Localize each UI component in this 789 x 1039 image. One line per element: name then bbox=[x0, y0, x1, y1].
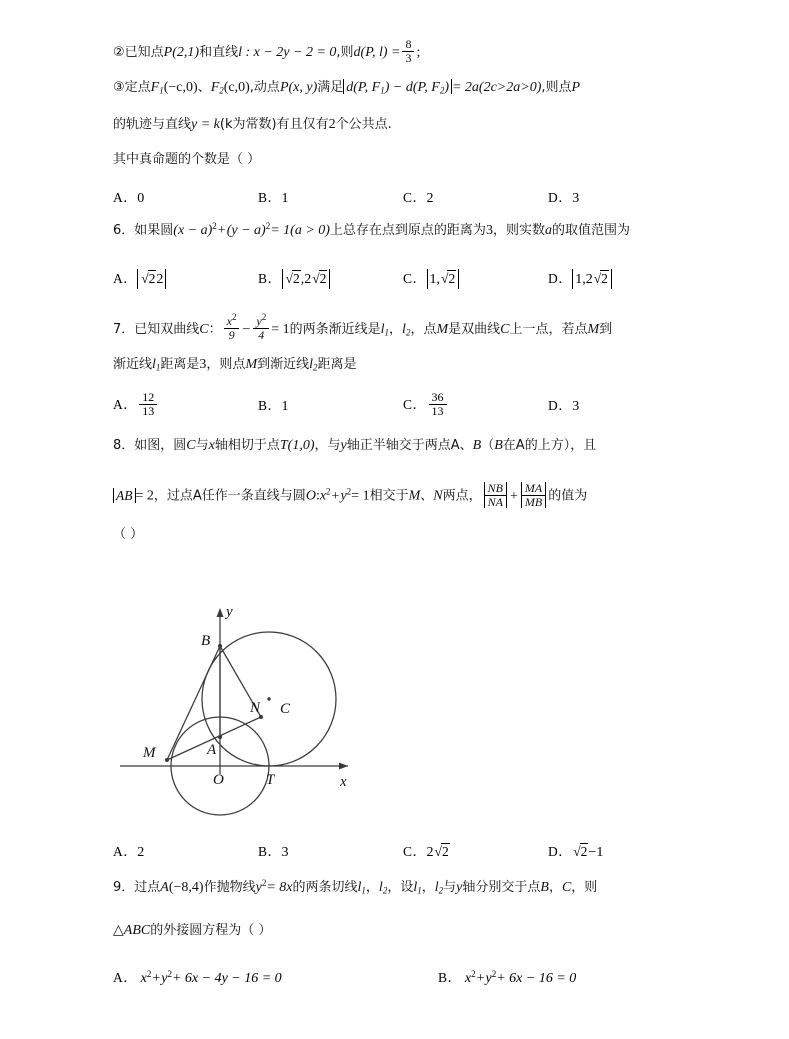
prop-3-marker: ③ bbox=[113, 80, 125, 95]
q8-mid8: 相交于 bbox=[369, 488, 409, 504]
q9-l2-sub: 2 bbox=[382, 885, 388, 896]
q8-frac1-den: NA bbox=[484, 496, 507, 509]
q7-line2-tail: 距离是 bbox=[317, 357, 357, 372]
prop-3-line2-paren: (k为常数) bbox=[219, 117, 277, 132]
q9-number: 9． bbox=[113, 879, 135, 895]
q9-mid6: ，则 bbox=[571, 879, 598, 895]
q7-option-c-fraction bbox=[429, 391, 447, 417]
q6-option-c-left: 1 bbox=[429, 272, 437, 287]
q8-mid2: 轴相切于点 bbox=[214, 438, 280, 453]
q5-option-a-value: 0 bbox=[137, 191, 145, 206]
q8-oeq-x: x bbox=[319, 488, 327, 504]
q8-yvar: y bbox=[340, 438, 347, 453]
q8-oeq-y: y bbox=[340, 488, 347, 504]
q7-option-a-den: 13 bbox=[142, 403, 155, 418]
q9-option-b-label: B． bbox=[438, 970, 462, 985]
sqrt-icon: √2 bbox=[312, 271, 327, 286]
q8-option-b-label: B． bbox=[258, 844, 282, 859]
q9-option-b[interactable]: B． $x^2+y^2+ 6x - 16 = 0$ bbox=[438, 969, 577, 986]
q6-option-a-left-radicand: 2 bbox=[148, 271, 156, 286]
q7-line2-m: M bbox=[245, 357, 258, 372]
q8-mid7: ，过点A任作一条直线与圆 bbox=[153, 488, 306, 504]
q7-frac1-num: $x^2$ bbox=[224, 313, 240, 329]
q7-number: 7． bbox=[113, 322, 135, 338]
prop-3-f2-sub: 2 bbox=[219, 85, 224, 96]
figure-label-x: x bbox=[340, 774, 347, 790]
prop-3-f1: F bbox=[150, 80, 160, 95]
statement-prop-3-line2 bbox=[113, 117, 713, 153]
q9-yvar: y bbox=[255, 879, 262, 895]
q5-option-d-label: D． bbox=[548, 190, 573, 205]
q7-mid: 的两条渐近线是 bbox=[289, 322, 381, 338]
q7-option-d-label: D． bbox=[548, 398, 573, 413]
prop-2-frac-denominator: 3 bbox=[405, 50, 412, 65]
prop-3-line2-end: 个公共点. bbox=[335, 117, 392, 132]
q7-frac2-den: 4 bbox=[258, 327, 265, 342]
q6-avar: a bbox=[544, 222, 552, 238]
q6-mid: 上总存在点到原点的距离为 bbox=[329, 222, 486, 238]
q7-lead: 已知双曲线 bbox=[134, 322, 200, 338]
prop-3-line2-eq: y = k bbox=[191, 117, 220, 132]
q9-comma2: ， bbox=[421, 879, 435, 895]
q8-option-d-label: D． bbox=[548, 844, 573, 859]
prop-3-line2-tail: 有且仅有 bbox=[276, 117, 329, 132]
q9-option-a-xsup: 2 bbox=[146, 969, 152, 980]
q5-option-b-value: 1 bbox=[281, 191, 289, 206]
q8-fraction-2 bbox=[521, 482, 546, 508]
prop-3-line2-count: 2 bbox=[328, 117, 336, 132]
q9-ysup: 2 bbox=[261, 878, 267, 888]
prop-3-sep: 、 bbox=[197, 80, 211, 95]
q9-option-b-xsup: 2 bbox=[471, 969, 476, 980]
q7-option-d[interactable] bbox=[548, 394, 579, 415]
document-content bbox=[113, 38, 713, 570]
q8-mid3: ，与 bbox=[314, 438, 341, 453]
q8-bvar: B bbox=[472, 438, 482, 453]
q5-option-c-label: C． bbox=[403, 190, 427, 205]
prop-3-pvar: P bbox=[571, 80, 581, 95]
q7-mid5: 到 bbox=[599, 322, 613, 338]
prop-2-dist: d(P, l) = bbox=[353, 45, 401, 61]
q8-option-d[interactable] bbox=[548, 840, 603, 861]
q8-stem-line2 bbox=[113, 482, 713, 528]
q9-mid2: 的两条切线 bbox=[292, 879, 358, 895]
q8-option-b-value: 3 bbox=[281, 845, 289, 860]
q5-option-b-label: B． bbox=[258, 190, 282, 205]
q6-eq-sup1: 2 bbox=[212, 221, 217, 231]
q7-options-row bbox=[113, 390, 713, 438]
figure-label-O: O bbox=[213, 772, 224, 788]
q7-mid4: 上一点，若点 bbox=[509, 322, 588, 338]
prop-2-point: P(2,1) bbox=[163, 45, 200, 61]
prop-3-satisfy: 满足 bbox=[317, 80, 344, 95]
q9-option-a[interactable]: A． $x^2+y^2+ 6x - 4y - 16 = 0$ bbox=[113, 969, 282, 986]
q9-mid3: ，设 bbox=[387, 879, 414, 895]
figure-label-N: N bbox=[250, 700, 261, 716]
q9-stem-line1 bbox=[113, 879, 733, 923]
q6-tail: 的取值范围为 bbox=[551, 222, 630, 238]
figure-label-B: B bbox=[201, 633, 211, 649]
q8-frac2-num: MA bbox=[521, 482, 546, 496]
prop-3-expr-left: d(P, F bbox=[346, 80, 381, 95]
prop-3-movpt: P(x, y) bbox=[279, 80, 318, 95]
q9-lead: 过点 bbox=[134, 879, 161, 895]
q9-l1: l bbox=[357, 879, 362, 895]
prop-3-lead: 定点 bbox=[124, 80, 151, 95]
q7-option-b-value: 1 bbox=[281, 399, 289, 414]
q7-line2-l1-sub: 1 bbox=[155, 362, 161, 373]
q6-then: ，则实数 bbox=[492, 222, 545, 238]
q8-option-a-label: A． bbox=[113, 844, 138, 859]
statement-prop-3-line1 bbox=[113, 80, 713, 117]
q8-option-a[interactable] bbox=[113, 840, 144, 861]
q9-options-row bbox=[113, 966, 733, 1002]
q6-option-a-right: 2 bbox=[156, 272, 164, 287]
q6-option-b-interval: √2,2√2 bbox=[282, 269, 331, 289]
q7-option-a-num: 12 bbox=[139, 391, 157, 405]
prop-3-expr-sub2: 2 bbox=[439, 85, 445, 96]
q6-option-c-interval: 1,√2 bbox=[427, 269, 460, 289]
q8-option-c-coef: 2 bbox=[426, 845, 434, 860]
q6-eq-rest: = 1(a > 0) bbox=[270, 222, 330, 238]
prop-3-then: ,则点 bbox=[541, 80, 572, 95]
q8-number: 8． bbox=[113, 438, 135, 453]
q8-nvar: N bbox=[433, 488, 443, 504]
q7-option-a-fraction bbox=[139, 391, 157, 417]
q9-l2b-sub: 2 bbox=[438, 885, 444, 896]
prop-3-expr-mid: ) − d(P, F bbox=[384, 80, 440, 95]
q8-oeq-plus: + bbox=[331, 488, 340, 504]
q7-option-c-num: 36 bbox=[429, 391, 447, 405]
q9-option-a-rest: + 6x − 4y − 16 = 0 bbox=[171, 971, 282, 986]
q7-l1-sub: 1 bbox=[384, 327, 390, 338]
q7-stem-line2 bbox=[113, 357, 713, 394]
q8-cvar: C bbox=[186, 438, 196, 453]
q9-l2: l bbox=[378, 879, 383, 895]
q7-stem-line1 bbox=[113, 313, 713, 357]
prop-2-marker: ② bbox=[113, 45, 125, 61]
prop-2-mid: 和直线 bbox=[199, 45, 239, 61]
q8-options-row bbox=[113, 840, 713, 880]
q7-eq1: = 1 bbox=[271, 322, 290, 338]
q6-eq-part2: (y − a) bbox=[226, 222, 266, 238]
prop-2-line-eq: l : x − 2y − 2 = 0 bbox=[238, 45, 337, 61]
q7-cvar: C bbox=[199, 322, 209, 338]
q9-bvar: B bbox=[540, 879, 549, 895]
q9-l1-sub: 1 bbox=[361, 885, 366, 896]
q8-ovar: O bbox=[305, 488, 316, 504]
q8-ocolon: : bbox=[315, 488, 320, 504]
q7-option-a[interactable] bbox=[113, 391, 159, 417]
q6-option-b-label: B． bbox=[258, 271, 282, 286]
q8-option-c-label: C． bbox=[403, 844, 427, 859]
q8-option-c[interactable] bbox=[403, 840, 450, 861]
q5-stem-tail: 其中真命题的个数是（ ） bbox=[113, 152, 261, 167]
q7-comma: ， bbox=[389, 322, 403, 338]
q8-ab-eq: = 2 bbox=[135, 488, 154, 504]
q7-line2-mid2: ，则点 bbox=[206, 357, 246, 372]
q6-options-row bbox=[113, 265, 713, 313]
q8-oeq-sup1: 2 bbox=[326, 486, 331, 497]
q7-line2-l1: l bbox=[152, 357, 156, 372]
q7-option-c[interactable] bbox=[403, 391, 449, 417]
sqrt-icon: √2 bbox=[441, 271, 456, 286]
figure-label-C: C bbox=[280, 701, 291, 717]
prop-3-f2: F bbox=[210, 80, 220, 95]
q8-tail: 的值为 bbox=[548, 488, 588, 504]
q8-plus: + bbox=[509, 488, 518, 504]
figure-label-M: M bbox=[143, 745, 156, 761]
q8-lead: 如图，圆 bbox=[134, 438, 187, 453]
q8-stem-line1 bbox=[113, 438, 713, 482]
q9-yvar2: y bbox=[456, 879, 463, 895]
q8-option-d-suffix: −1 bbox=[588, 845, 604, 860]
prop-3-expr-right: ) bbox=[444, 80, 449, 95]
q7-l1: l bbox=[380, 322, 385, 338]
q8-oeq-sup2: 2 bbox=[346, 486, 352, 497]
sqrt-icon: √2 bbox=[573, 844, 588, 859]
q6-eq-sup2: 2 bbox=[265, 221, 271, 231]
q7-option-a-label: A． bbox=[113, 397, 138, 413]
q8-dun: 、 bbox=[420, 488, 434, 504]
q8-tpoint: T(1,0) bbox=[279, 438, 315, 453]
statement-prop-2 bbox=[113, 38, 713, 80]
q9-acoord: (−8,4) bbox=[168, 879, 204, 895]
q6-lead: 如果圆 bbox=[134, 222, 174, 238]
q6-stem bbox=[113, 222, 713, 265]
q8-bvar2: B bbox=[494, 438, 503, 453]
q9-option-a-ysup: 2 bbox=[167, 969, 172, 980]
sqrt-icon: √2 bbox=[593, 271, 608, 286]
q6-eq-part1: (x − a) bbox=[173, 222, 213, 238]
q7-fraction-1 bbox=[224, 313, 240, 341]
q7-l2: l bbox=[402, 322, 406, 338]
q6-option-a[interactable] bbox=[113, 267, 166, 289]
q7-option-c-label: C． bbox=[403, 397, 427, 413]
figure-label-y: y bbox=[226, 604, 233, 620]
q6-option-c[interactable] bbox=[403, 267, 459, 289]
q6-eq-plus: + bbox=[217, 222, 226, 238]
q7-l2-sub: 2 bbox=[405, 327, 411, 338]
q7-frac2-num: $y^2$ bbox=[253, 313, 269, 329]
q6-option-c-label: C． bbox=[403, 271, 427, 286]
q8-mid1: 与 bbox=[195, 438, 209, 453]
q8-mid6: 在A的上方），且 bbox=[502, 438, 597, 453]
q6-option-b[interactable] bbox=[258, 267, 330, 289]
q7-mvar: M bbox=[436, 322, 449, 338]
q5-option-a-label: A． bbox=[113, 190, 138, 205]
q6-option-d-left: 1 bbox=[575, 272, 583, 287]
q9-l2b: l bbox=[434, 879, 439, 895]
q7-fraction-2 bbox=[253, 313, 269, 341]
q8-mid9: 两点， bbox=[442, 488, 482, 504]
q5-option-c[interactable] bbox=[403, 186, 434, 207]
q9-eq: = 8x bbox=[266, 879, 293, 895]
q9-line2-tail: 的外接圆方程为（ ） bbox=[150, 923, 272, 938]
prop-2-frac-numerator: 8 bbox=[402, 38, 414, 52]
q9-cvar: C bbox=[561, 879, 572, 895]
prop-3-mid: ,动点 bbox=[249, 80, 280, 95]
sqrt-icon: √2 bbox=[285, 271, 300, 286]
prop-3-expr-sub1: 1 bbox=[380, 85, 385, 96]
q5-option-a[interactable] bbox=[113, 186, 144, 207]
q5-options-row bbox=[113, 186, 713, 222]
q8-option-d-radicand: 2 bbox=[580, 844, 588, 859]
q8-option-c-radicand: 2 bbox=[441, 844, 449, 859]
q7-option-d-value: 3 bbox=[572, 399, 580, 414]
q8-stem-line3: （ ） bbox=[113, 527, 144, 542]
q7-line2-l2: l bbox=[309, 357, 314, 372]
prop-2-then: ,则 bbox=[336, 45, 354, 61]
figure-label-A: A bbox=[207, 742, 217, 758]
q7-option-b-label: B． bbox=[258, 398, 282, 413]
q5-option-b[interactable] bbox=[258, 186, 289, 207]
q6-option-a-interval bbox=[137, 269, 166, 289]
q7-line2-lead: 渐近线 bbox=[113, 357, 153, 372]
q9-option-b-rest: + 6x − 16 = 0 bbox=[496, 971, 577, 986]
q9-l1b-sub: 1 bbox=[417, 885, 422, 896]
q8-frac2-den: MB bbox=[521, 496, 546, 509]
q8-ab-abs: AB bbox=[113, 488, 136, 503]
q9-mid4: 与 bbox=[443, 879, 457, 895]
q9-comma1: ， bbox=[365, 879, 379, 895]
q9-mid1: 作抛物线 bbox=[203, 879, 256, 895]
q9-avar: A bbox=[160, 879, 169, 895]
q7-option-c-den: 13 bbox=[431, 403, 444, 418]
q7-cvar2: C bbox=[500, 322, 510, 338]
q9-l1b: l bbox=[413, 879, 418, 895]
q9-option-a-label: A． bbox=[113, 970, 138, 985]
prop-3-f2-coord: (c,0) bbox=[223, 80, 250, 95]
q7-frac1-den: 9 bbox=[228, 327, 235, 342]
q9-mid5: 轴分别交于点 bbox=[462, 879, 541, 895]
q8-xvar: x bbox=[208, 438, 215, 453]
q8-mvar: M bbox=[408, 488, 421, 504]
prop-3-equals: = 2a(2c>2a>0) bbox=[451, 80, 542, 95]
q9-stem-line2 bbox=[113, 923, 733, 966]
q8-mid5: （ bbox=[481, 438, 495, 453]
q7-line2-val: 3 bbox=[199, 357, 207, 372]
q6-option-a-label: A． bbox=[113, 271, 138, 286]
prop-3-line2-lead: 的轨迹与直线 bbox=[113, 117, 192, 132]
prop-3-abs-expression bbox=[343, 79, 452, 94]
q6-number: 6． bbox=[113, 222, 135, 238]
q8-mid4: 轴正半轴交于两点A、 bbox=[346, 438, 473, 453]
q8-frac1-num: NB bbox=[484, 482, 507, 496]
q6-option-d-label: D． bbox=[548, 271, 573, 286]
q7-line2-l2-sub: 2 bbox=[313, 362, 318, 373]
q9-comma3: ， bbox=[548, 879, 562, 895]
q8-option-a-value: 2 bbox=[137, 845, 145, 860]
q5-option-d[interactable] bbox=[548, 186, 579, 207]
q7-option-b[interactable] bbox=[258, 394, 289, 415]
figure-label-T: T bbox=[266, 772, 275, 788]
q5-option-d-value: 3 bbox=[572, 191, 580, 206]
q8-option-b[interactable] bbox=[258, 840, 289, 861]
prop-3-f1-sub: 1 bbox=[159, 85, 164, 96]
q7-line2-mid: 距离是 bbox=[160, 357, 200, 372]
q6-option-d[interactable] bbox=[548, 267, 612, 289]
sqrt-icon: √2 bbox=[141, 271, 156, 286]
q8-fraction-1 bbox=[484, 482, 507, 508]
q9-option-b-ysup: 2 bbox=[491, 969, 497, 980]
sqrt-icon: √2 bbox=[434, 844, 449, 859]
q9-triangle-abc: △ABC bbox=[113, 923, 151, 938]
q7-mid2: ，点 bbox=[410, 322, 437, 338]
prop-3-f1-coord: (−c,0) bbox=[163, 80, 198, 95]
q7-colon: ： bbox=[208, 322, 222, 338]
q6-dist: 3 bbox=[485, 222, 493, 238]
q7-mvar2: M bbox=[587, 322, 600, 338]
q6-option-d-interval: 1,2√2 bbox=[572, 269, 612, 289]
q8-oeq-rest: = 1 bbox=[351, 488, 370, 504]
q7-mid3: 是双曲线 bbox=[448, 322, 501, 338]
q5-option-c-value: 2 bbox=[426, 191, 434, 206]
prop-2-tail: ; bbox=[416, 45, 421, 61]
prop-2-fraction bbox=[402, 38, 414, 64]
q7-minus: − bbox=[242, 322, 251, 338]
q7-line2-mid3: 到渐近线 bbox=[257, 357, 310, 372]
prop-2-lead: 已知点 bbox=[124, 45, 164, 61]
